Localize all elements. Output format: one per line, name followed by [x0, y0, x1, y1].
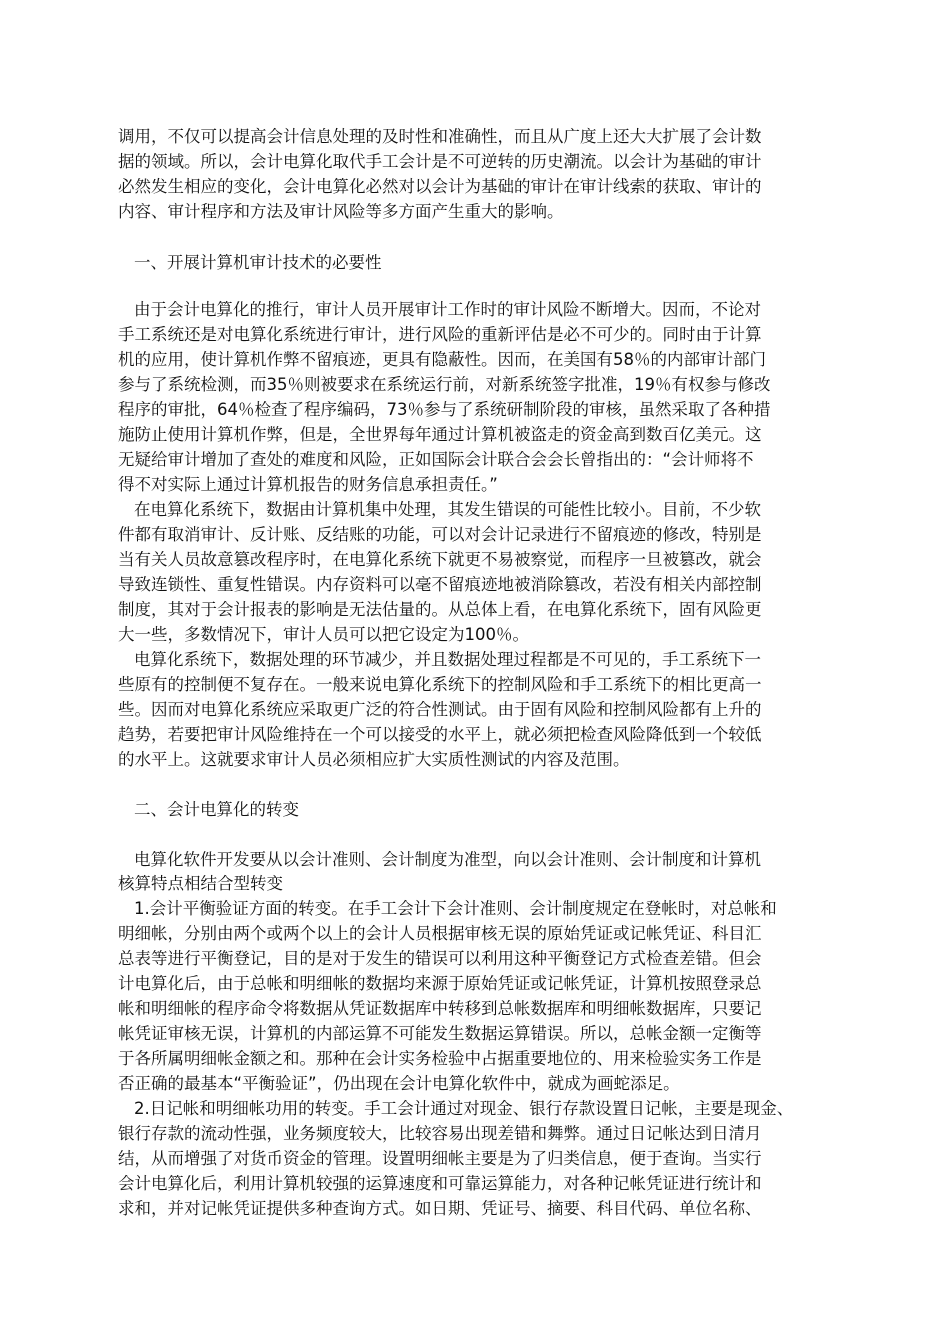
text-line: 些。因而对电算化系统应采取更广泛的符合性测试。由于固有风险和控制风险都有上升的 [118, 700, 762, 719]
text-line: 调用，不仅可以提高会计信息处理的及时性和准确性，而且从广度上还大大扩展了会计数 [118, 127, 762, 146]
text-line: 据的领域。所以，会计电算化取代手工会计是不可逆转的历史潮流。以会计为基础的审计 [118, 152, 762, 171]
text-line: 无疑给审计增加了查处的难度和风险，正如国际会计联合会会长曾指出的：“会计师将不 [118, 450, 754, 469]
text-line: 结，从而增强了对货币资金的管理。设置明细帐主要是为了归类信息，便于查询。当实行 [118, 1149, 762, 1168]
text-line: 手工系统还是对电算化系统进行审计，进行风险的重新评估是必不可少的。同时由于计算 [118, 325, 762, 344]
text-line: 内容、审计程序和方法及审计风险等多方面产生重大的影响。 [118, 202, 564, 221]
text-line: 些原有的控制便不复存在。一般来说电算化系统下的控制风险和手工系统下的相比更高一 [118, 675, 762, 694]
text-line: 总表等进行平衡登记，目的是对于发生的错误可以利用这种平衡登记方式检查差错。但会 [118, 949, 762, 968]
text-line: 帐凭证审核无误，计算机的内部运算不可能发生数据运算错误。所以，总帐金额一定衡等 [118, 1024, 762, 1043]
text-line: 程序的审批，64％检查了程序编码，73％参与了系统研制阶段的审核，虽然采取了各种措 [118, 400, 771, 419]
text-line: 1.会计平衡验证方面的转变。在手工会计下会计准则、会计制度规定在登帐时，对总帐和 [134, 899, 777, 918]
text-line: 件都有取消审计、反计账、反结账的功能，可以对会计记录进行不留痕迹的修改，特别是 [118, 525, 762, 544]
text-line: 的水平上。这就要求审计人员必须相应扩大实质性测试的内容及范围。 [118, 750, 630, 769]
text-line: 核算特点相结合型转变 [118, 874, 283, 893]
text-line: 帐和明细帐的程序命令将数据从凭证数据库中转移到总帐数据库和明细帐数据库，只要记 [118, 999, 762, 1018]
text-line: 于各所属明细帐金额之和。那种在会计实务检验中占据重要地位的、用来检验实务工作是 [118, 1049, 762, 1068]
text-line: 银行存款的流动性强，业务频度较大，比较容易出现差错和舞弊。通过日记帐达到日清月 [118, 1124, 762, 1143]
text-line: 得不对实际上通过计算机报告的财务信息承担责任。” [118, 475, 498, 494]
text-line: 制度，其对于会计报表的影响是无法估量的。从总体上看，在电算化系统下，固有风险更 [118, 600, 762, 619]
text-line: 电算化系统下，数据处理的环节减少，并且数据处理过程都是不可见的，手工系统下一 [134, 650, 761, 669]
text-line: 明细帐，分别由两个或两个以上的会计人员根据审核无误的原始凭证或记帐凭证、科目汇 [118, 924, 762, 943]
text-line: 电算化软件开发要从以会计准则、会计制度为准型，向以会计准则、会计制度和计算机 [134, 850, 761, 869]
text-line: 会计电算化后，利用计算机较强的运算速度和可靠运算能力，对各种记帐凭证进行统计和 [118, 1174, 762, 1193]
text-line: 在电算化系统下，数据由计算机集中处理，其发生错误的可能性比较小。目前，不少软 [134, 500, 761, 519]
section-heading-1: 一、开展计算机审计技术的必要性 [134, 253, 382, 272]
text-line: 趋势，若要把审计风险维持在一个可以接受的水平上，就必须把检查风险降低到一个较低 [118, 725, 762, 744]
text-line: 当有关人员故意篡改程序时，在电算化系统下就更不易被察觉，而程序一旦被篡改，就会 [118, 550, 762, 569]
text-line: 2.日记帐和明细帐功用的转变。手工会计通过对现金、银行存款设置日记帐，主要是现金、 [134, 1099, 794, 1118]
section-heading-2: 二、会计电算化的转变 [134, 800, 299, 819]
text-line: 否正确的最基本“平衡验证”，仍出现在会计电算化软件中，就成为画蛇添足。 [118, 1074, 680, 1093]
text-line: 计电算化后，由于总帐和明细帐的数据均来源于原始凭证或记帐凭证，计算机按照登录总 [118, 974, 762, 993]
text-line: 由于会计电算化的推行，审计人员开展审计工作时的审计风险不断增大。因而，不论对 [134, 300, 761, 319]
text-line: 大一些，多数情况下，审计人员可以把它设定为100％。 [118, 625, 529, 644]
text-line: 必然发生相应的变化，会计电算化必然对以会计为基础的审计在审计线索的获取、审计的 [118, 177, 762, 196]
text-line: 施防止使用计算机作弊，但是，全世界每年通过计算机被盗走的资金高到数百亿美元。这 [118, 425, 762, 444]
text-line: 机的应用，使计算机作弊不留痕迹，更具有隐蔽性。因而，在美国有58％的内部审计部门 [118, 350, 766, 369]
text-line: 求和，并对记帐凭证提供多种查询方式。如日期、凭证号、摘要、科目代码、单位名称、 [118, 1199, 762, 1218]
text-line: 参与了系统检测，而35％则被要求在系统运行前，对新系统签字批准，19％有权参与修改 [118, 375, 771, 394]
text-line: 导致连锁性、重复性错误。内存资料可以毫不留痕迹地被消除篡改，若没有相关内部控制 [118, 575, 762, 594]
